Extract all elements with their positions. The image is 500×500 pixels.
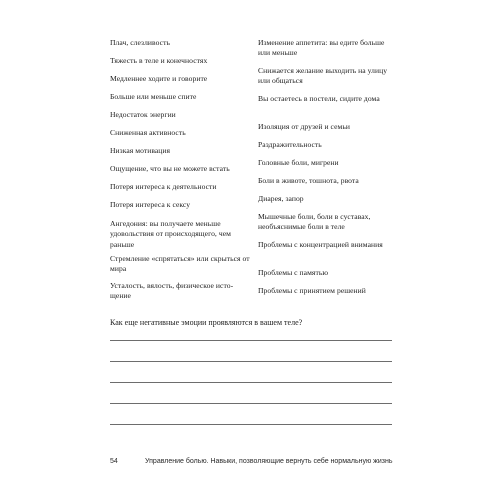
reflection-question: Как еще негативные эмоции проявляются в вашем теле?	[110, 318, 303, 327]
list-item: Мышечные боли, боли в суставах, необъяснимые боли в теле	[258, 212, 371, 232]
list-item: Стремление «спрятаться» или скрыться от мира	[110, 254, 250, 274]
list-item: Недостаток энергии	[110, 110, 176, 119]
list-item: Проблемы с памятью	[258, 268, 329, 277]
list-item: Ощущение, что вы не можете встать	[110, 164, 230, 173]
list-item: Сниженная активность	[110, 128, 186, 137]
answer-line[interactable]	[110, 361, 392, 362]
list-item: Больше или меньше спите	[110, 92, 197, 101]
list-item: Изоляция от друзей и семьи	[258, 122, 350, 131]
list-item: Потеря интереса к деятельности	[110, 182, 217, 191]
list-item: Раздражительность	[258, 140, 322, 149]
answer-line[interactable]	[110, 403, 392, 404]
list-item: Головные боли, мигрени	[258, 158, 339, 167]
list-item: Проблемы с принятием решений	[258, 286, 366, 295]
list-item: Низкая мотивация	[110, 146, 171, 155]
list-item: Проблемы с концентрацией внимания	[258, 240, 383, 249]
list-item: Потеря интереса к сексу	[110, 200, 191, 209]
list-item: Усталость, вялость, физическое исто-щение	[110, 281, 234, 301]
list-item: Медленнее ходите и говорите	[110, 74, 208, 83]
list-item: Плач, слезливость	[110, 38, 170, 47]
answer-line[interactable]	[110, 382, 392, 383]
list-item: Вы остаетесь в постели, сидите дома	[258, 94, 380, 103]
list-item: Диарея, запор	[258, 194, 304, 203]
answer-line[interactable]	[110, 424, 392, 425]
list-item: Снижается желание выходить на улицу или общаться	[258, 66, 388, 86]
list-item: Изменение аппетита: вы едите больше или меньше	[258, 38, 385, 58]
list-item: Ангедония: вы получаете меньше удовольствия от происходящего, чем раньше	[110, 219, 231, 249]
answer-line[interactable]	[110, 340, 392, 341]
list-item: Тяжесть в теле и конечностях	[110, 56, 208, 65]
list-item: Боли в животе, тошнота, рвота	[258, 176, 359, 185]
running-title: Управление болью. Навыки, позволяющие вернуть себе нормальную жизнь	[145, 458, 393, 465]
page-number: 54	[110, 458, 118, 465]
